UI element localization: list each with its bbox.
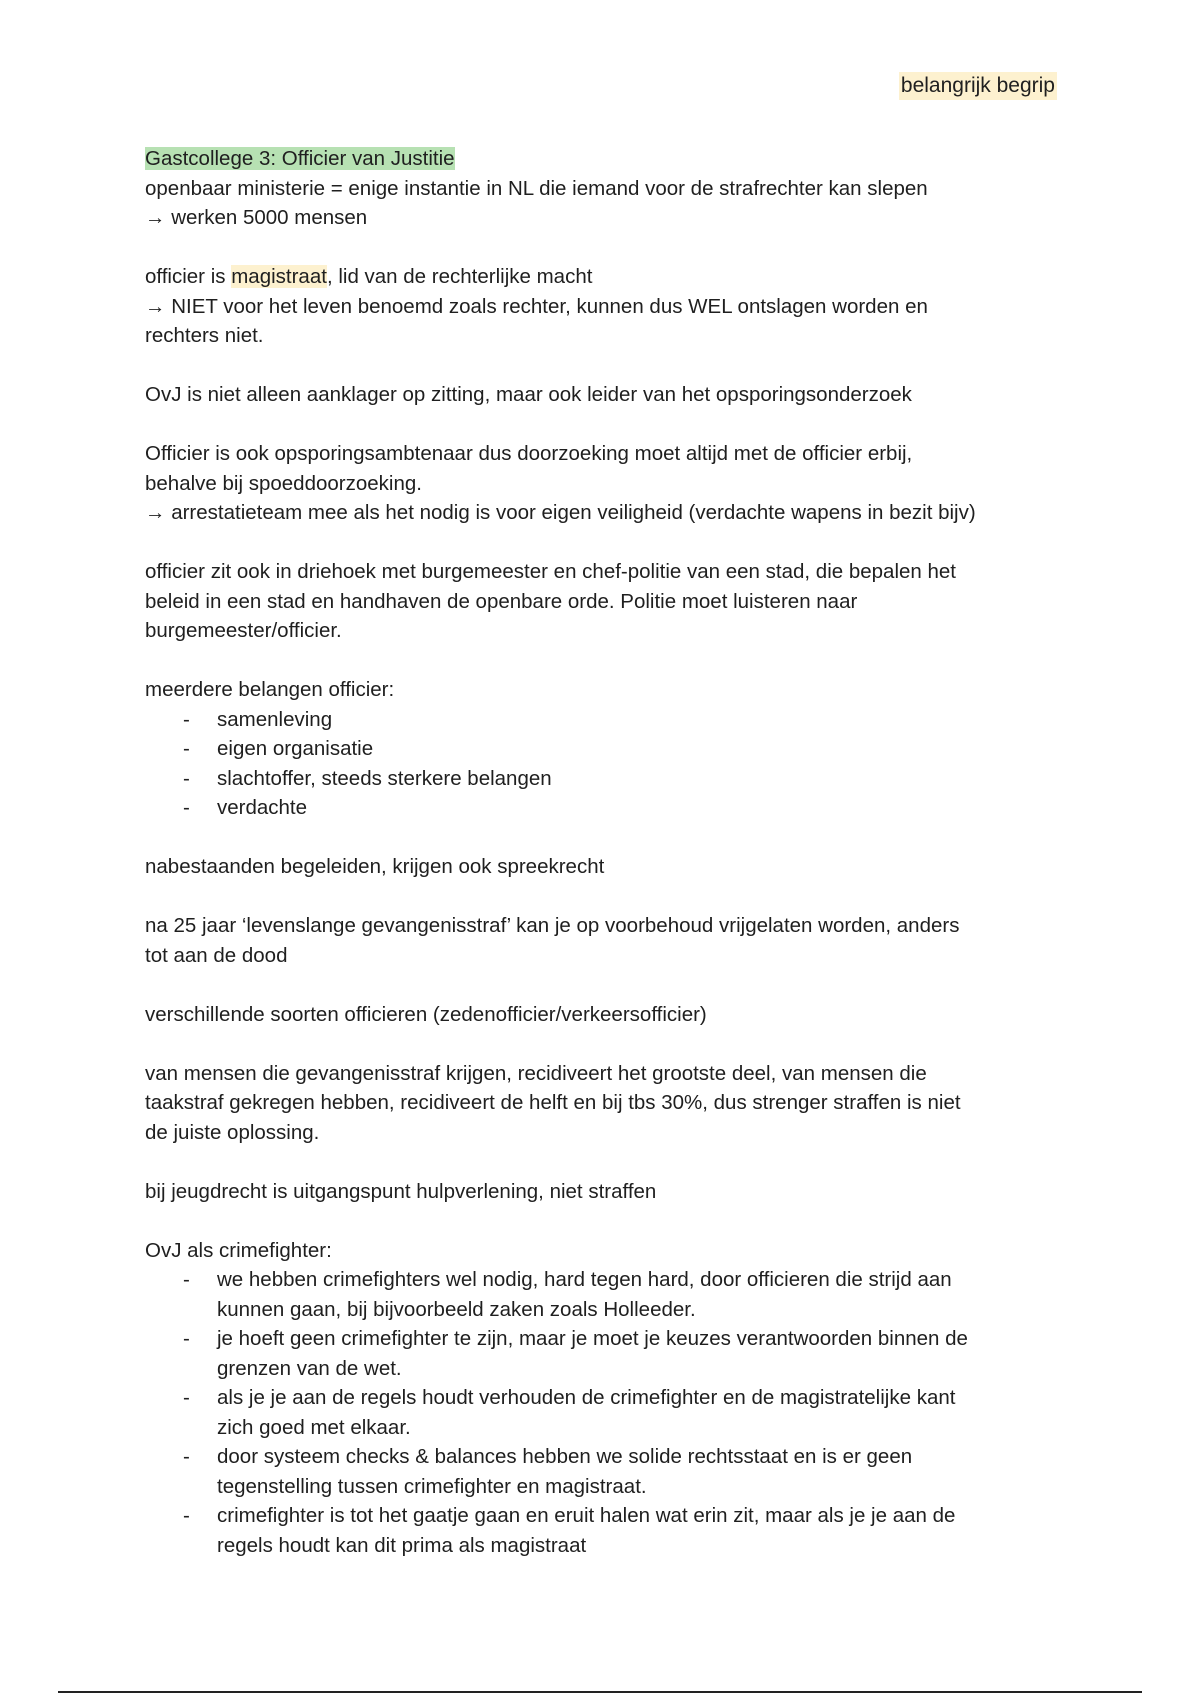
text-line: nabestaanden begeleiden, krijgen ook spreekrecht: [145, 855, 605, 878]
text-line: tegenstelling tussen crimefighter en magistraat.: [217, 1474, 647, 1498]
paragraph-opsporing: [145, 439, 1065, 528]
interests-list: [145, 705, 1065, 823]
text-fragment: , lid van de rechterlijke macht: [326, 265, 593, 288]
document-content: [145, 144, 1065, 1590]
text-line: taakstraf gekregen hebben, recidiveert de helft en bij tbs 30%, dus strenger straffen is niet: [145, 1091, 961, 1114]
text-line: burgemeester/officier.: [145, 619, 342, 642]
crimefighter-intro: OvJ als crimefighter:: [145, 1238, 332, 1262]
text-line: na 25 jaar ‘levenslange gevangenisstraf’ kan je op voorbehoud vrijgelaten worden, anders: [145, 914, 960, 937]
list-item: - samenleving: [145, 705, 1065, 735]
text-line: → NIET voor het leven benoemd zoals rechter, kunnen dus WEL ontslagen worden en: [145, 294, 928, 318]
text-line: van mensen die gevangenisstraf krijgen, recidiveert het grootste deel, van mensen die: [145, 1061, 927, 1085]
paragraph-jeugdrecht: [145, 1177, 1065, 1207]
list-item: [145, 1442, 1065, 1501]
text-line: - door systeem checks & balances hebben we solide rechtsstaat en is er geen: [217, 1445, 913, 1468]
key-term-highlight: magistraat: [231, 265, 327, 288]
crimefighter-list: [145, 1265, 1065, 1560]
list-item: [145, 1324, 1065, 1383]
text-line: → werken 5000 mensen: [145, 206, 368, 229]
paragraph-driehoek: [145, 557, 1065, 646]
list-item: [145, 1501, 1065, 1560]
text-fragment: officier is: [145, 265, 232, 288]
list-item: [145, 1265, 1065, 1324]
text-line: rechters niet.: [145, 324, 264, 347]
text-line: bij jeugdrecht is uitgangspunt hulpverlening, niet straffen: [145, 1179, 657, 1203]
paragraph-openbaar-ministerie: [145, 174, 1065, 233]
list-item: [145, 1383, 1065, 1442]
text-line: OvJ is niet alleen aanklager op zitting, maar ook leider van het opsporingsonderzoek: [145, 383, 912, 406]
paragraph-aanklager: [145, 380, 1065, 410]
text-line: Officier is ook opsporingsambtenaar dus doorzoeking moet altijd met de officier erbij,: [145, 442, 913, 465]
text-line: kunnen gaan, bij bijvoorbeeld zaken zoals Holleeder.: [217, 1297, 696, 1321]
text-line: grenzen van de wet.: [217, 1356, 402, 1380]
paragraph-levenslang: [145, 911, 1065, 970]
list-item: - verdachte: [145, 793, 1065, 823]
paragraph-nabestaanden: [145, 852, 1065, 882]
text-line: openbaar ministerie = enige instantie in NL die iemand voor de strafrechter kan slepen: [145, 176, 928, 200]
list-item: - eigen organisatie: [145, 734, 1065, 764]
page-bottom-rule: [58, 1691, 1142, 1693]
text-line: - crimefighter is tot het gaatje gaan en eruit halen wat erin zit, maar als je je aan de: [217, 1504, 956, 1527]
text-line: - we hebben crimefighters wel nodig, hard tegen hard, door officieren die strijd aan: [217, 1268, 952, 1291]
paragraph-magistraat: [145, 262, 1065, 351]
interests-intro: meerdere belangen officier:: [145, 678, 395, 701]
text-line: verschillende soorten officieren (zedenofficier/verkeersofficier): [145, 1002, 707, 1026]
text-line: → arrestatieteam mee als het nodig is voor eigen veiligheid (verdachte wapens in bezit bijv): [145, 501, 976, 524]
text-line: behalve bij spoeddoorzoeking.: [145, 471, 422, 495]
paragraph-recidive: [145, 1059, 1065, 1148]
paragraph-soorten-officieren: [145, 1000, 1065, 1030]
text-line: zich goed met elkaar.: [217, 1415, 411, 1439]
text-line: [145, 262, 1065, 292]
document-title: [145, 144, 1065, 174]
text-line: tot aan de dood: [145, 943, 288, 967]
text-line: regels houdt kan dit prima als magistraat: [217, 1533, 587, 1557]
text-line: beleid in een stad en handhaven de openbare orde. Politie moet luisteren naar: [145, 589, 858, 613]
text-line: de juiste oplossing.: [145, 1120, 320, 1144]
highlight-legend: belangrijk begrip: [899, 72, 1057, 100]
text-line: - je hoeft geen crimefighter te zijn, maar je moet je keuzes verantwoorden binnen de: [217, 1327, 968, 1350]
text-line: officier zit ook in driehoek met burgemeester en chef-politie van een stad, die bepalen het: [145, 560, 957, 583]
text-line: - als je je aan de regels houdt verhouden de crimefighter en de magistratelijke kant: [217, 1386, 956, 1409]
title-highlight: Gastcollege 3: Officier van Justitie: [145, 147, 455, 170]
list-item: - slachtoffer, steeds sterkere belangen: [145, 764, 1065, 794]
